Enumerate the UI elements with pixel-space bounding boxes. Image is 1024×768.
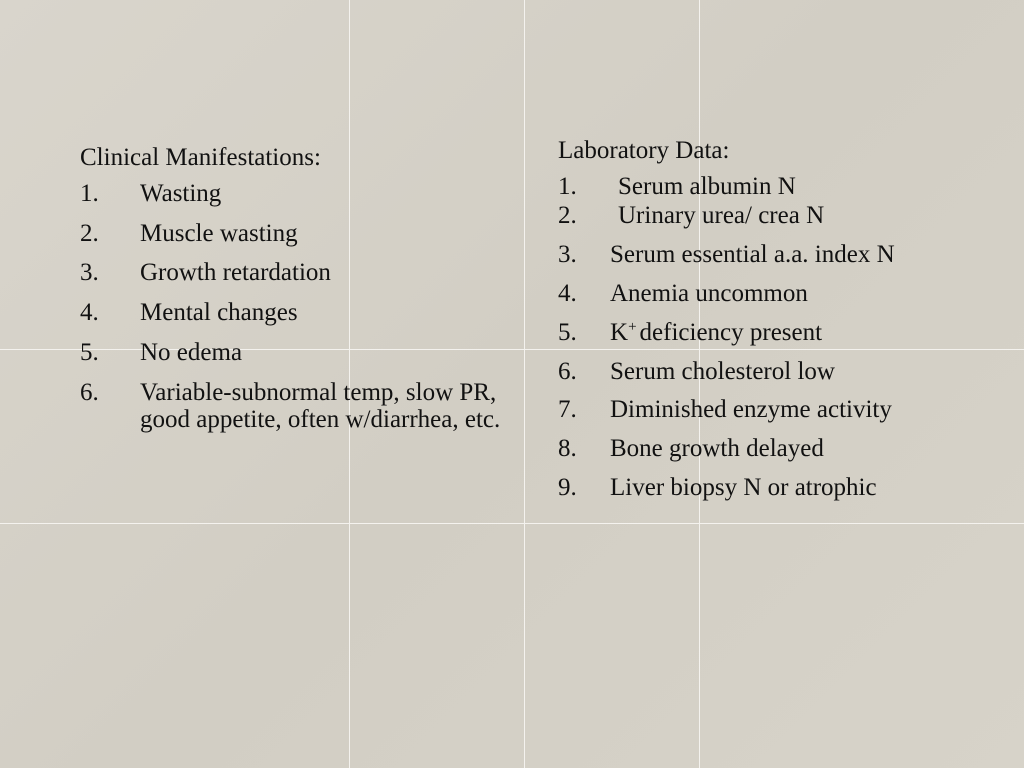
list-item — [558, 435, 998, 464]
list-item — [80, 299, 510, 328]
list-item — [558, 241, 998, 270]
list-item-number: 5. — [80, 338, 99, 366]
list-item-text: Bone growth delayed — [610, 435, 824, 462]
list-item-number: 6. — [80, 378, 99, 406]
list-item-text-rest: deficiency present — [639, 318, 823, 346]
list-item-number: 1. — [80, 179, 99, 207]
list-item — [558, 358, 998, 387]
laboratory-data-list — [558, 173, 998, 503]
list-item-text: Muscle wasting — [140, 219, 298, 247]
list-item — [558, 202, 998, 231]
list-item-number: 1. — [558, 172, 577, 200]
list-item — [80, 180, 510, 209]
list-item-text: Variable-subnormal temp, slow PR, good appetite, often w/diarrhea, etc. — [140, 378, 501, 433]
list-item-text: Mental changes — [140, 299, 298, 326]
clinical-manifestations-list — [80, 180, 510, 434]
clinical-manifestations-section — [80, 144, 510, 445]
laboratory-data-heading: Laboratory Data: — [558, 137, 730, 164]
list-item-number: 4. — [558, 280, 577, 307]
list-item-text: Serum essential a.a. index N — [610, 241, 895, 269]
laboratory-data-section — [558, 137, 998, 513]
list-item-text — [610, 319, 998, 348]
ion-charge-superscript: + — [628, 318, 637, 335]
list-item — [558, 280, 998, 309]
list-item-text: Urinary urea/ crea N — [618, 201, 825, 229]
clinical-manifestations-heading: Clinical Manifestations: — [80, 144, 321, 171]
list-item-text: Serum cholesterol low — [610, 357, 835, 385]
list-item — [80, 339, 510, 368]
grid-line-horizontal — [0, 523, 1024, 524]
potassium-symbol: K — [610, 318, 629, 346]
list-item — [80, 259, 510, 288]
list-item-text: No edema — [140, 338, 243, 366]
list-item — [80, 379, 510, 434]
list-item — [80, 220, 510, 249]
list-item-number: 8. — [558, 435, 577, 462]
list-item-text: Liver biopsy N or atrophic — [610, 473, 877, 501]
list-item-text: Wasting — [140, 179, 222, 207]
list-item-number: 2. — [558, 201, 577, 229]
list-item — [558, 319, 998, 348]
list-item-number: 2. — [80, 219, 99, 247]
list-item-number: 4. — [80, 299, 99, 326]
list-item-number: 9. — [558, 473, 577, 501]
list-item — [558, 474, 998, 503]
list-item-number: 7. — [558, 396, 577, 424]
list-item — [558, 396, 998, 425]
grid-line-vertical — [524, 0, 525, 768]
list-item-text: Anemia uncommon — [610, 280, 808, 307]
list-item-number: 3. — [80, 259, 99, 287]
list-item-number: 3. — [558, 241, 577, 269]
list-item-number: 5. — [558, 318, 577, 346]
list-item-text: Serum albumin N — [618, 172, 796, 200]
list-item-number: 6. — [558, 357, 577, 385]
list-item-text: Growth retardation — [140, 259, 331, 287]
list-item — [558, 173, 998, 202]
list-item-text: Diminished enzyme activity — [610, 396, 892, 424]
